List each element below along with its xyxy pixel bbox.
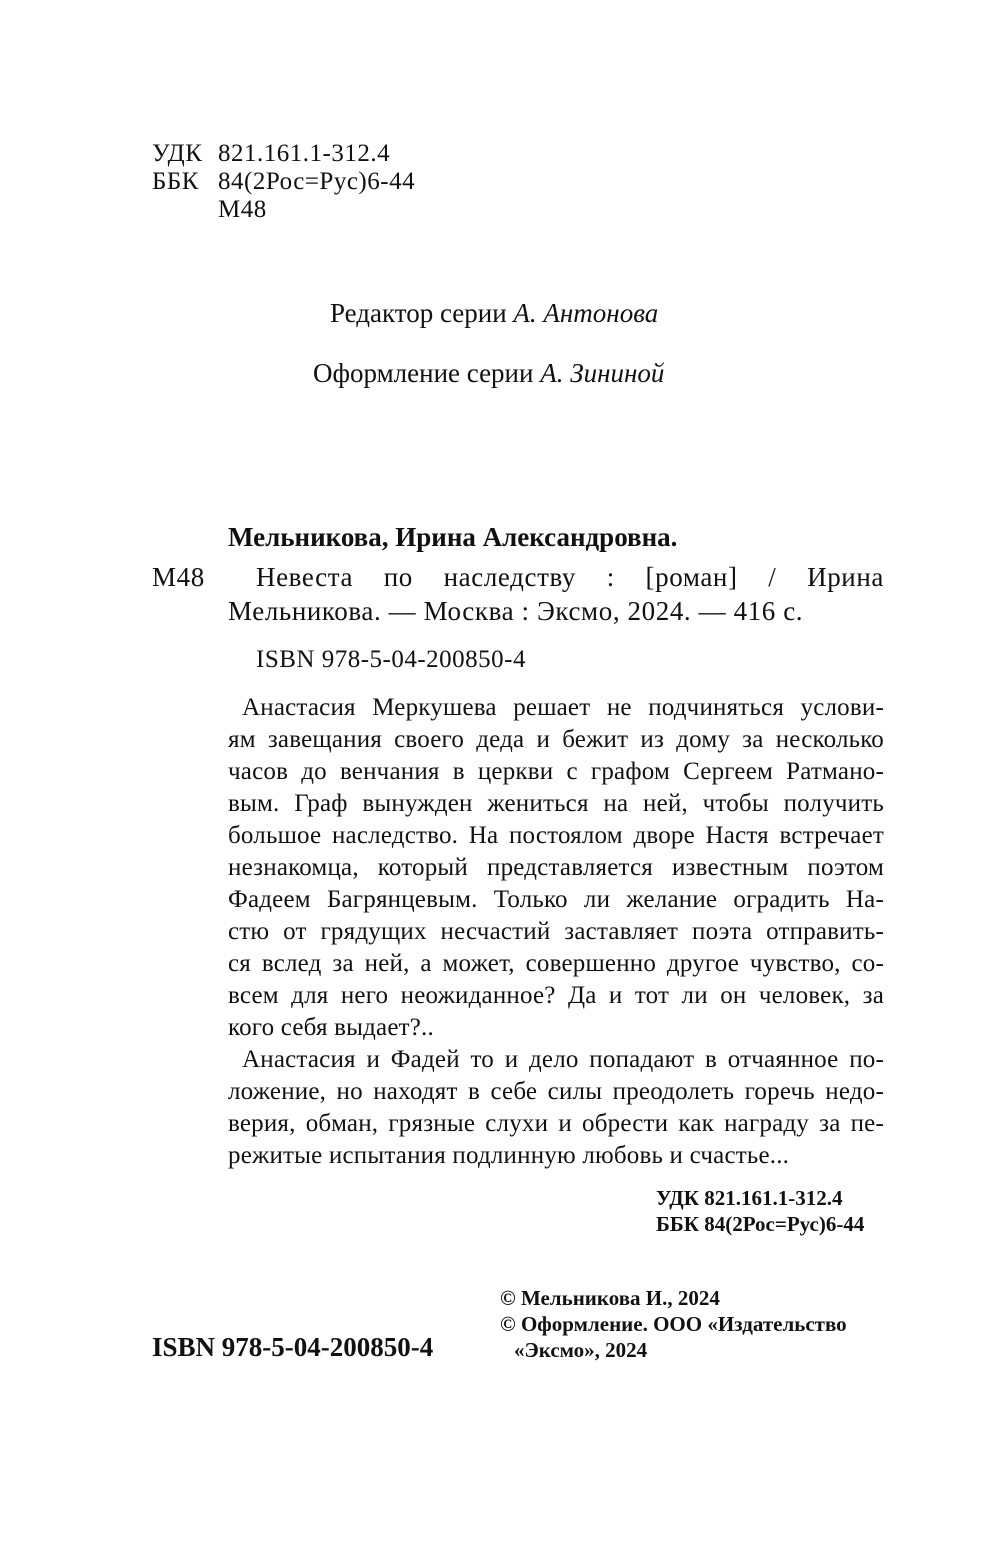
annotation-line: Фадеем Багрянцевым. Только ли желание оградить На-	[228, 886, 884, 913]
annotation-line: большое наследство. На постоялом дворе Настя встречает	[228, 822, 884, 849]
copyright-author: © Мельникова И., 2024	[500, 1286, 720, 1310]
annotation-paragraph-2	[228, 1044, 884, 1172]
annotation-line: Анастасия Меркушева решает не подчиняться услови-	[242, 694, 884, 721]
bbk-label: ББК	[152, 168, 199, 195]
annotation-line: режитые испытания подлинную любовь и счастье...	[228, 1142, 790, 1169]
udk-code: 821.161.1-312.4	[218, 140, 391, 167]
bbk-code: 84(2Рос=Рус)6-44	[218, 168, 416, 195]
series-editor-name: А. Антонова	[513, 298, 659, 328]
annotation-line: ся вслед за ней, а может, совершенно другое чувство, со-	[228, 950, 884, 977]
bottom-bbk: ББК 84(2Рос=Рус)6-44	[656, 1212, 865, 1236]
catalog-description-line1: Невеста по наследству : [роман] / Ирина	[256, 562, 884, 592]
catalog-description-line2: Мельникова. — Москва : Эксмо, 2024. — 416 с.	[228, 596, 804, 626]
annotation-line: ложение, но находят в себе силы преодолеть горечь недо-	[228, 1078, 884, 1105]
annotation-line: незнакомца, который представляется известным поэтом	[228, 854, 884, 881]
series-editor	[330, 298, 658, 328]
udk-label: УДК	[152, 140, 203, 167]
isbn-main: ISBN 978-5-04-200850-4	[152, 1332, 434, 1362]
annotation-line: вым. Граф вынужден жениться на ней, чтобы получить	[228, 790, 884, 817]
annotation-line: стю от грядущих несчастий заставляет поэта отправить-	[228, 918, 884, 945]
bottom-udk: УДК 821.161.1-312.4	[656, 1186, 843, 1210]
annotation-paragraph-1	[228, 692, 884, 1044]
annotation-line: верия, обман, грязные слухи и обрести как награду за пе-	[228, 1110, 884, 1137]
annotation-line: кого себя выдает?..	[228, 1014, 434, 1041]
annotation-line: ям завещания своего деда и бежит из дому за несколько	[228, 726, 884, 753]
series-design	[313, 358, 664, 388]
annotation-line: Анастасия и Фадей то и дело попадают в отчаянное по-	[242, 1046, 884, 1073]
copyright-design-line2: «Эксмо», 2024	[514, 1338, 648, 1362]
catalog-author-heading: Мельникова, Ирина Александровна.	[228, 522, 678, 552]
copyright-design-line1: © Оформление. ООО «Издательство	[500, 1312, 847, 1336]
series-design-name: А. Зининой	[540, 358, 665, 388]
series-design-prefix: Оформление серии	[313, 358, 534, 388]
catalog-isbn: ISBN 978-5-04-200850-4	[256, 646, 527, 673]
annotation-line: часов до венчания в церкви с графом Сергеем Ратмано-	[228, 758, 884, 785]
catalog-mark: М48	[152, 562, 205, 592]
annotation-line: всем для него неожиданное? Да и тот ли он человек, за	[228, 982, 884, 1009]
series-editor-prefix: Редактор серии	[330, 298, 507, 328]
author-mark: М48	[218, 196, 267, 223]
